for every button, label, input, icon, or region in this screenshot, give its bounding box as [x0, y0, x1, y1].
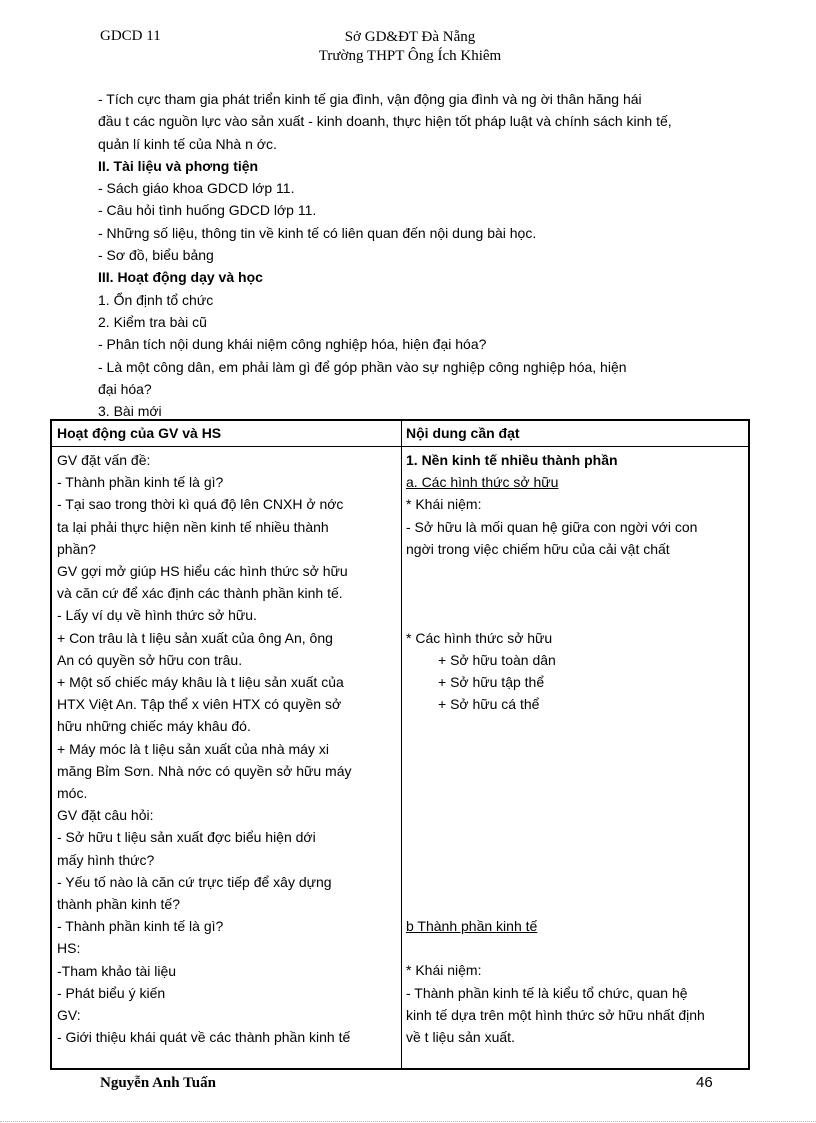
content-line: [406, 871, 746, 893]
intro-line: 3. Bài mới: [98, 403, 162, 420]
activity-line: và căn cứ để xác định các thành phần kinh tế.: [57, 585, 343, 602]
content-line: * Khái niệm:: [406, 962, 482, 979]
activity-line: mấy hình thức?: [57, 851, 155, 868]
activity-line: HTX Việt An. Tập thể x viên HTX có quyền sở: [57, 696, 342, 713]
content-line: [406, 582, 746, 604]
section-heading: II. Tài liệu và phơng tiện: [98, 157, 259, 174]
intro-line: - Tích cực tham gia phát triển kinh tế gia đình, vận động gia đình và ng ời thân hăng hái: [98, 91, 642, 107]
activities-column: [57, 449, 397, 1048]
activity-line: + Con trâu là t liệu sản xuất của ông An, ông: [57, 629, 333, 646]
intro-line: đại hóa?: [98, 380, 152, 397]
content-line: [406, 937, 746, 959]
activity-line: măng Bỉm Sơn. Nhà nớc có quyền sở hữu máy: [57, 762, 352, 779]
content-line: * Khái niệm:: [406, 496, 482, 513]
col2-header: Nội dung cần đạt: [406, 425, 520, 441]
intro-line: 2. Kiểm tra bài cũ: [98, 313, 207, 330]
content-line: ngời trong việc chiếm hữu của cải vật chất: [406, 540, 670, 557]
activity-line: GV:: [57, 1007, 81, 1024]
intro-line: - Là một công dân, em phải làm gì để góp phần vào sự nghiệp công nghiệp hóa, hiện: [98, 358, 627, 375]
activity-line: thành phần kinh tế?: [57, 896, 180, 913]
content-line: [406, 715, 746, 737]
content-line: [406, 782, 746, 804]
activity-line: + Một số chiếc máy khâu là t liệu sản xuất của: [57, 674, 344, 691]
intro-line: - Sơ đồ, biểu bảng: [98, 247, 214, 264]
activity-line: - Yếu tố nào là căn cứ trực tiếp để xây dựng: [57, 873, 332, 890]
content-line: - Thành phần kinh tế là kiểu tổ chức, quan hệ: [406, 984, 688, 1001]
content-line: về t liệu sản xuất.: [406, 1029, 515, 1046]
activity-line: An có quyền sở hữu con trâu.: [57, 651, 243, 668]
content-line: + Sở hữu tập thể: [438, 673, 545, 690]
page-number: 46: [696, 1074, 713, 1091]
content-line: [406, 560, 746, 582]
content-line: [406, 738, 746, 760]
footer-author: Nguyễn Anh Tuấn: [100, 1075, 216, 1091]
content-line: + Sở hữu cá thể: [438, 696, 540, 713]
content-line: kinh tế dựa trên một hình thức sở hữu nhất định: [406, 1006, 705, 1023]
header-school: Trường THPT Ông Ích Khiêm: [318, 48, 502, 64]
intro-section: [98, 88, 728, 422]
activity-line: ta lại phải thực hiện nền kinh tế nhiều thành: [57, 518, 329, 535]
activity-line: - Tại sao trong thời kì quá độ lên CNXH ở nớc: [57, 496, 344, 513]
activity-line: + Máy móc là t liệu sản xuất của nhà máy xi: [57, 740, 329, 757]
intro-line: đầu t các nguồn lực vào sản xuất - kinh doanh, thực hiện tốt pháp luật và chính sách kinh tế,: [98, 113, 672, 130]
content-line: [406, 604, 746, 626]
activity-line: - Lấy ví dụ về hình thức sở hữu.: [57, 607, 257, 624]
content-line: * Các hình thức sở hữu: [406, 629, 553, 646]
activity-line: GV đặt vấn đề:: [57, 452, 151, 468]
content-line: 1. Nền kinh tế nhiều thành phần: [406, 452, 618, 468]
intro-line: - Câu hỏi tình huống GDCD lớp 11.: [98, 202, 317, 219]
activity-line: GV đặt câu hỏi:: [57, 807, 154, 824]
activity-line: móc.: [57, 785, 88, 802]
content-line: a. Các hình thức sở hữu: [406, 474, 559, 491]
content-line: [406, 826, 746, 848]
column-divider: [401, 421, 402, 1068]
content-column: [406, 449, 746, 1048]
lesson-table: [50, 419, 750, 1070]
content-line: [406, 804, 746, 826]
activity-line: HS:: [57, 940, 81, 957]
activity-line: - Thành phần kinh tế là gì?: [57, 474, 224, 491]
intro-line: - Những số liệu, thông tin về kinh tế có liên quan đến nội dung bài học.: [98, 224, 537, 241]
activity-line: - Sở hữu t liệu sản xuất đợc biểu hiện dới: [57, 829, 316, 846]
activity-line: - Phát biểu ý kiến: [57, 984, 166, 1001]
activity-line: phần?: [57, 540, 96, 557]
section-heading: III. Hoạt động dạy và học: [98, 269, 263, 286]
header-department: Sở GD&ĐT Đà Nẵng: [344, 29, 476, 45]
col1-header: Hoạt động của GV và HS: [57, 425, 222, 441]
header-divider: [52, 446, 748, 447]
content-line: - Sở hữu là mối quan hệ giữa con ngời với con: [406, 518, 698, 535]
activity-line: - Thành phần kinh tế là gì?: [57, 918, 224, 935]
activity-line: GV gợi mở giúp HS hiểu các hình thức sở hữu: [57, 563, 348, 580]
intro-line: - Phân tích nội dung khái niệm công nghiệp hóa, hiện đại hóa?: [98, 336, 487, 353]
content-line: [406, 893, 746, 915]
content-line: + Sở hữu toàn dân: [438, 651, 556, 668]
activity-line: hữu những chiếc máy khâu đó.: [57, 718, 251, 735]
header-subject: GDCD 11: [100, 28, 161, 44]
content-line: [406, 760, 746, 782]
header-center: [250, 28, 570, 66]
intro-line: 1. Ổn định tổ chức: [98, 291, 214, 308]
intro-line: - Sách giáo khoa GDCD lớp 11.: [98, 180, 295, 197]
page-edge-dotted-line: [0, 1121, 816, 1122]
activity-line: - Giới thiệu khái quát về các thành phần kinh tế: [57, 1029, 351, 1046]
content-line: [406, 849, 746, 871]
intro-line: quản lí kinh tế của Nhà n ớc.: [98, 135, 277, 152]
content-line: b Thành phần kinh tế: [406, 918, 538, 935]
activity-line: -Tham khảo tài liệu: [57, 962, 177, 979]
